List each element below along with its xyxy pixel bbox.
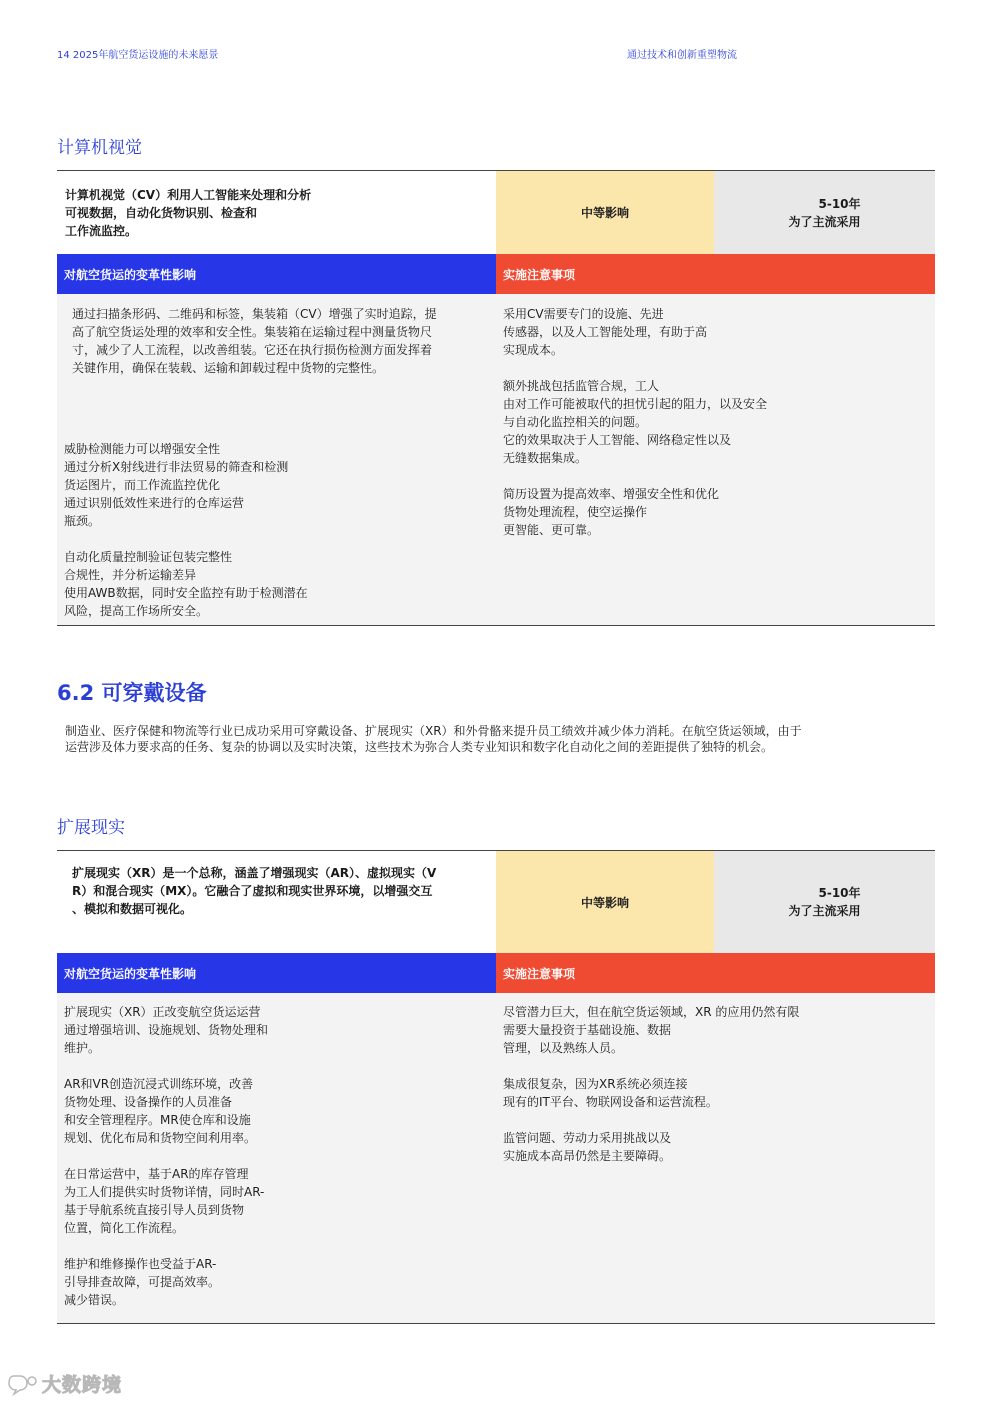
xr-summary: 扩展现实（XR）是一个总称，涵盖了增强现实（AR）、虚拟现实（V R）和混合现实（MX）。它融合了虚拟和现实世界环境，以增强交互 、模拟和数据可视化。 (57, 851, 496, 953)
xr-timeline (714, 851, 935, 953)
cv-card (57, 170, 935, 626)
xr-consideration-paragraph: 集成很复杂，因为XR系统必须连接 现有的IT平台、物联网设备和运营流程。 (503, 1077, 718, 1109)
xr-impact-paragraph: 扩展现实（XR）正改变航空货运运营 通过增强培训、设施规划、货物处理和 维护。 (64, 1005, 269, 1055)
xr-bottom-rule (57, 1323, 935, 1324)
xr-consideration-paragraph: 尽管潜力巨大，但在航空货运领域，XR 的应用仍然有限 需要大量投资于基础设施、数据 管理，以及熟练人员。 (503, 1005, 800, 1055)
xr-impact-paragraph: 维护和维修操作也受益于AR- 引导排查故障，可提高效率。 减少错误。 (64, 1257, 221, 1307)
cv-impact-band: 对航空货运的变革性影响 (57, 254, 496, 294)
wearables-heading: 6.2 可穿戴设备 (57, 681, 207, 705)
xr-impact-badge: 中等影响 (496, 851, 714, 953)
xr-impact-band: 对航空货运的变革性影响 (57, 953, 496, 993)
cv-impact-paragraph: 通过扫描条形码、二维码和标签，集装箱（CV）增强了实时追踪，提 高了航空货运处理的效率和安全性。集装箱在运输过程中测量货物尺 寸，减少了人工流程，以改善组装。它还在执行损伤检测方面发挥着 关键作用，确保在装载、运输和卸载过程中货物的完整性。 (72, 307, 437, 375)
page-header-left: 14 2025年航空货运设施的未来愿景 (57, 50, 219, 61)
cv-impact-badge: 中等影响 (496, 171, 714, 254)
cv-timeline (714, 171, 935, 254)
xr-section-title: 扩展现实 (57, 818, 125, 838)
xr-impact-column (57, 993, 496, 1323)
cv-impact-paragraph: 自动化质量控制验证包装完整性 合规性，并分析运输差异 使用AWB数据，同时安全监控有助于检测潜在 风险，提高工作场所安全。 (64, 550, 308, 618)
cv-timeline-label: 为了主流采用 (788, 214, 861, 229)
cv-summary: 计算机视觉（CV）利用人工智能来处理和分析 可视数据，自动化货物识别、检查和 工作流监控。 (57, 171, 496, 254)
cv-timeline-years: 5-10年 (818, 196, 861, 211)
xr-timeline-years: 5-10年 (818, 886, 861, 900)
wearables-intro: 制造业、医疗保健和物流等行业已成功采用可穿戴设备、扩展现实（XR）和外骨骼来提升员工绩效并减少体力消耗。在航空货运领域，由于 运营涉及体力要求高的任务、复杂的协调以及实时决策，这些技术为弥合人类专业知识和数字化自动化之间的差距提供了独特的机会。 (65, 724, 802, 754)
xr-impact-paragraph: 在日常运营中，基于AR的库存管理 为工人们提供实时货物详情，同时AR- 基于导航系统直接引导人员到货物 位置，简化工作流程。 (64, 1167, 265, 1235)
cv-consideration-paragraph: 简历设置为提高效率、增强安全性和优化 货物处理流程，使空运操作 更智能、更可靠。 (503, 487, 720, 537)
cv-bottom-rule (57, 625, 935, 626)
cv-impact-paragraph: 威胁检测能力可以增强安全性 通过分析X射线进行非法贸易的筛查和检测 货运图片，而工作流监控优化 通过识别低效性来进行的仓库运营 瓶颈。 (64, 442, 289, 528)
chat-bubble-icon (8, 1372, 38, 1396)
xr-impact-paragraph: AR和VR创造沉浸式训练环境，改善 货物处理、设备操作的人员准备 和安全管理程序。MR使仓库和设施 规划、优化布局和货物空间利用率。 (64, 1077, 257, 1145)
page-header-right: 通过技术和创新重塑物流 (627, 50, 737, 61)
cv-consideration-paragraph: 采用CV需要专门的设施、先进 传感器，以及人工智能处理，有助于高 实现成本。 (503, 307, 708, 357)
xr-considerations-column (496, 993, 935, 1323)
xr-card (57, 850, 935, 1324)
xr-timeline-label: 为了主流采用 (788, 904, 861, 918)
xr-consideration-paragraph: 监管问题、劳动力采用挑战以及 实施成本高昂仍然是主要障碍。 (503, 1131, 672, 1163)
xr-considerations-band: 实施注意事项 (496, 953, 935, 993)
cv-impact-column (57, 294, 496, 625)
cv-consideration-paragraph: 额外挑战包括监管合规，工人 由对工作可能被取代的担忧引起的阻力，以及安全 与自动化监控相关的问题。 它的效果取决于人工智能、网络稳定性以及 无缝数据集成。 (503, 379, 768, 465)
watermark (8, 1370, 122, 1397)
cv-considerations-band: 实施注意事项 (496, 254, 935, 294)
cv-considerations-column (496, 294, 935, 625)
watermark-text: 大数跨境 (42, 1374, 123, 1396)
cv-section-title: 计算机视觉 (57, 138, 142, 158)
